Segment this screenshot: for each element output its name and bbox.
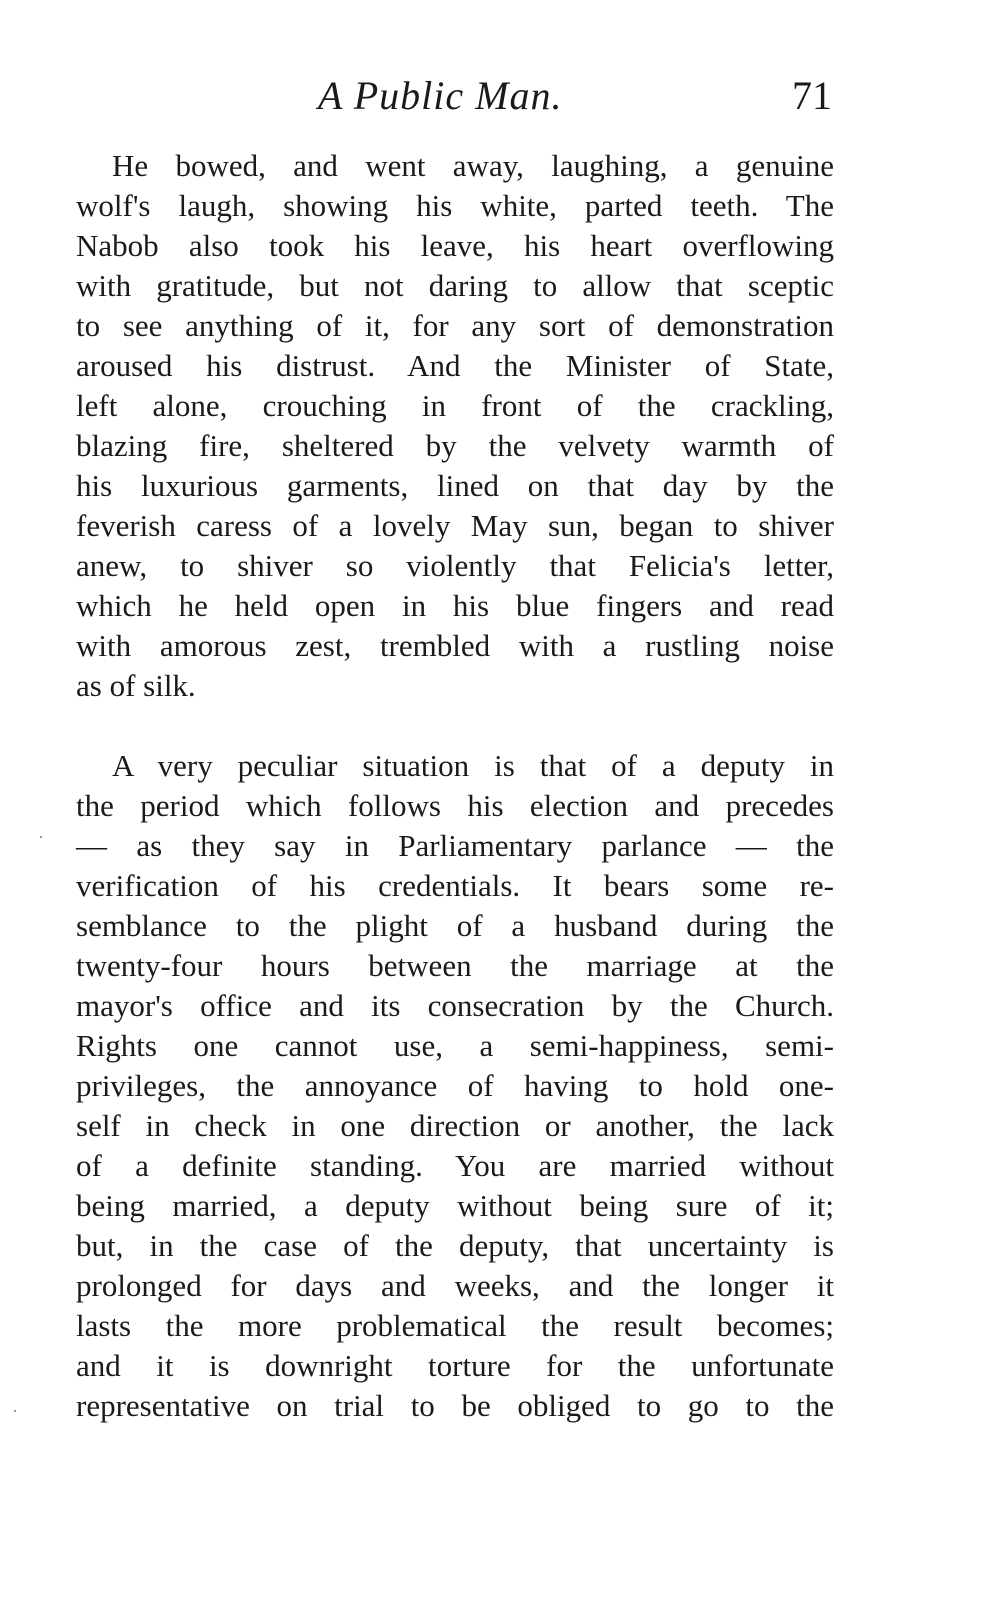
text-line: A very peculiar situation is that of a deputy in: [112, 748, 834, 783]
text-line: prolonged for days and weeks, and the longer it: [76, 1268, 834, 1303]
text-line: blazing fire, sheltered by the velvety warmth of: [76, 428, 834, 463]
text-line: as of silk.: [76, 668, 196, 703]
text-line: of a definite standing. You are married without: [76, 1148, 834, 1183]
text-line: to see anything of it, for any sort of demonstration: [76, 308, 834, 343]
text-line: but, in the case of the deputy, that uncertainty is: [76, 1228, 834, 1263]
text-line: and it is downright torture for the unfortunate: [76, 1348, 834, 1383]
text-line: Rights one cannot use, a semi-happiness, semi-: [76, 1028, 834, 1063]
text-line: mayor's office and its consecration by the Church.: [76, 988, 834, 1023]
page-number: 71: [792, 73, 832, 118]
text-line: — as they say in Parliamentary parlance — the: [76, 828, 834, 863]
text-line: aroused his distrust. And the Minister of State,: [76, 348, 834, 383]
text-line: which he held open in his blue fingers and read: [76, 588, 834, 623]
text-line: Nabob also took his leave, his heart overflowing: [76, 228, 834, 263]
text-line: left alone, crouching in front of the crackling,: [76, 388, 834, 423]
text-line: anew, to shiver so violently that Felicia's letter,: [76, 548, 834, 583]
text-line: privileges, the annoyance of having to hold one-: [76, 1068, 834, 1103]
print-speck: [40, 836, 42, 838]
paragraph-2: [76, 746, 834, 1426]
text-line: twenty-four hours between the marriage at the: [76, 948, 834, 983]
text-line: wolf's laugh, showing his white, parted teeth. The: [76, 188, 834, 223]
paragraph-1: [76, 146, 834, 706]
text-line: lasts the more problematical the result becomes;: [76, 1308, 834, 1343]
text-line: his luxurious garments, lined on that day by the: [76, 468, 834, 503]
text-line: with amorous zest, trembled with a rustling noise: [76, 628, 834, 663]
text-line: being married, a deputy without being sure of it;: [76, 1188, 834, 1223]
text-line: self in check in one direction or another, the lack: [76, 1108, 834, 1143]
print-speck: [14, 1410, 16, 1412]
text-line: feverish caress of a lovely May sun, began to shiver: [76, 508, 834, 543]
text-line: the period which follows his election and precedes: [76, 788, 834, 823]
text-line: verification of his credentials. It bears some re-: [76, 868, 834, 903]
running-title: A Public Man.: [318, 73, 563, 118]
text-line: He bowed, and went away, laughing, a genuine: [112, 148, 834, 183]
text-line: semblance to the plight of a husband during the: [76, 908, 834, 943]
text-line: with gratitude, but not daring to allow that sceptic: [76, 268, 834, 303]
running-header: [0, 66, 1000, 126]
text-line: representative on trial to be obliged to go to the: [76, 1388, 834, 1423]
